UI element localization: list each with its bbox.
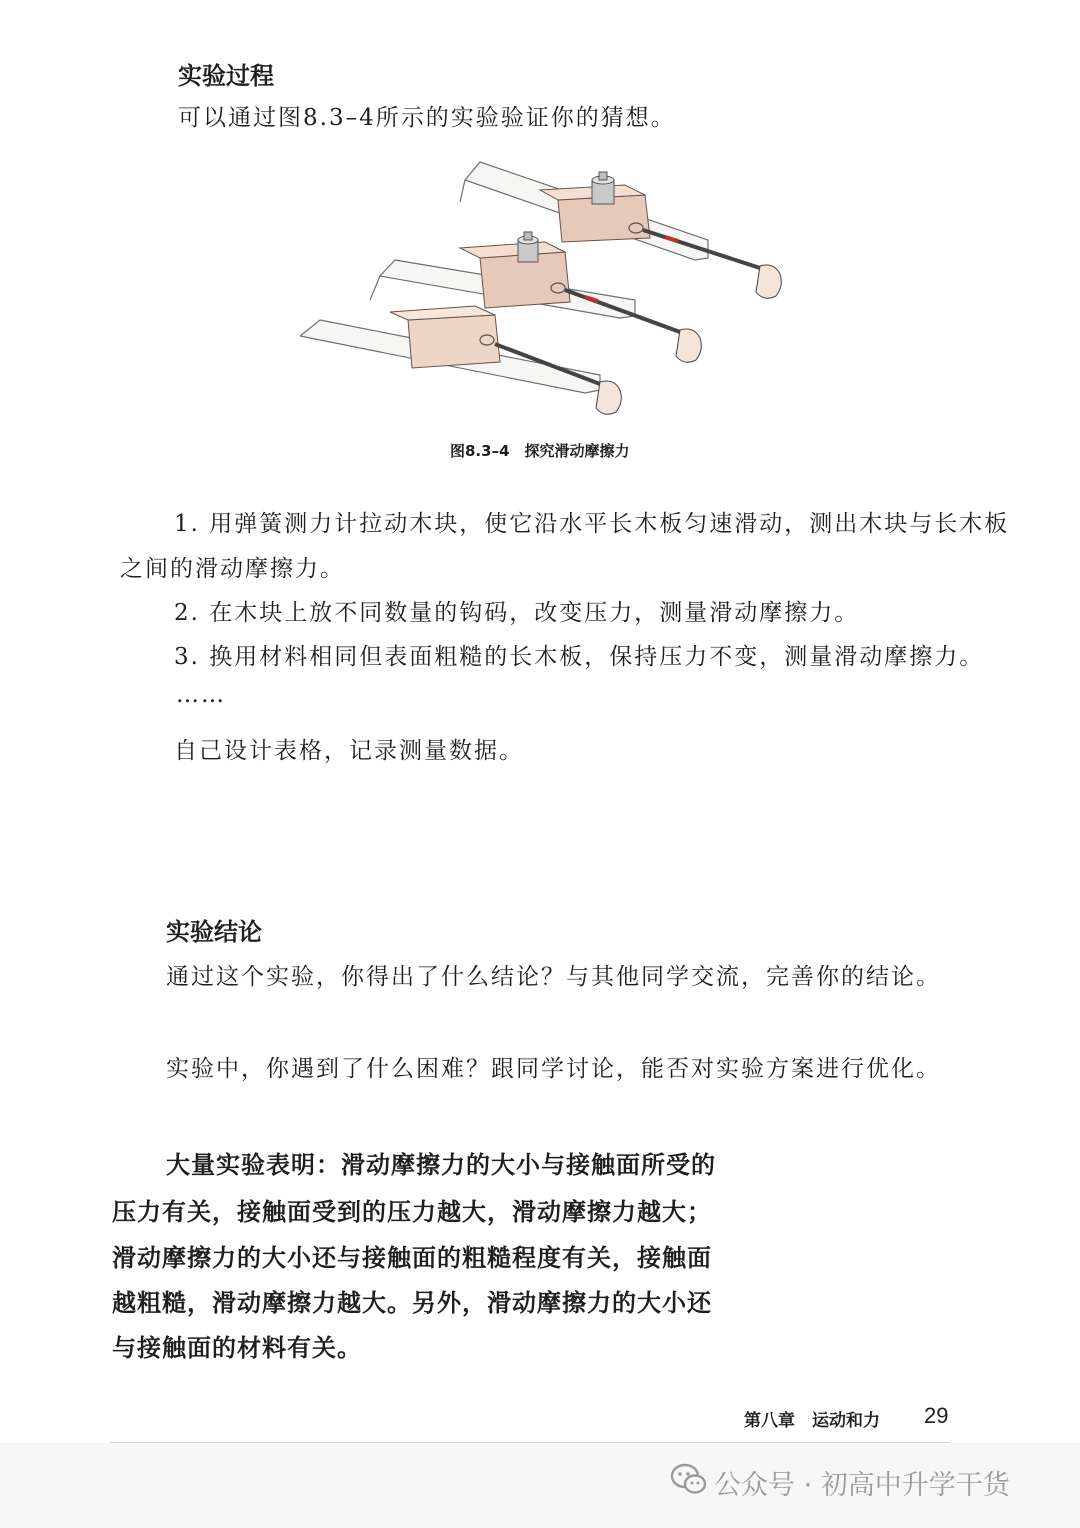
wechat-icon (670, 1463, 708, 1497)
process-intro-text: 可以通过图8.3–4所示的实验验证你的猜想。 (178, 105, 676, 131)
watermark-text: 公众号 · 初高中升学干货 (714, 1470, 1010, 1501)
friction-experiment-illustration (300, 150, 820, 430)
conclusion-line-3: 滑动摩擦力的大小还与接触面的粗糙程度有关，接触面 (112, 1244, 712, 1272)
step-1-line-2: 之间的滑动摩擦力。 (120, 556, 345, 582)
chapter-footer: 第八章 运动和力 (744, 1411, 880, 1431)
conclusion-line-2: 压力有关，接触面受到的压力越大，滑动摩擦力越大； (112, 1198, 712, 1226)
conclusion-line-4: 越粗糙，滑动摩擦力越大。另外，滑动摩擦力的大小还 (112, 1289, 712, 1317)
figure-caption: 图8.3–4 探究滑动摩擦力 (450, 442, 630, 460)
step-2: 2. 在木块上放不同数量的钩码，改变压力，测量滑动摩擦力。 (174, 600, 860, 626)
page-number: 29 (924, 1403, 949, 1428)
block-back-with-weight (540, 172, 781, 298)
page-bottom-rule (110, 1442, 950, 1443)
step-1-line-1: 1. 用弹簧测力计拉动木块，使它沿水平长木板匀速滑动，测出木块与长木板 (174, 511, 1010, 537)
conclusion-question-1: 通过这个实验，你得出了什么结论？与其他同学交流，完善你的结论。 (166, 964, 941, 990)
step-3: 3. 换用材料相同但表面粗糙的长木板，保持压力不变，测量滑动摩擦力。 (174, 644, 985, 670)
conclusion-line-5: 与接触面的材料有关。 (112, 1334, 362, 1362)
section-heading-conclusion: 实验结论 (166, 918, 262, 946)
steps-ellipsis: …… (176, 682, 226, 708)
conclusion-line-1: 大量实验表明：滑动摩擦力的大小与接触面所受的 (166, 1151, 716, 1179)
conclusion-question-2: 实验中，你遇到了什么困难？跟同学讨论，能否对实验方案进行优化。 (166, 1056, 941, 1082)
record-data-text: 自己设计表格，记录测量数据。 (174, 738, 524, 764)
section-heading-process: 实验过程 (178, 62, 274, 90)
